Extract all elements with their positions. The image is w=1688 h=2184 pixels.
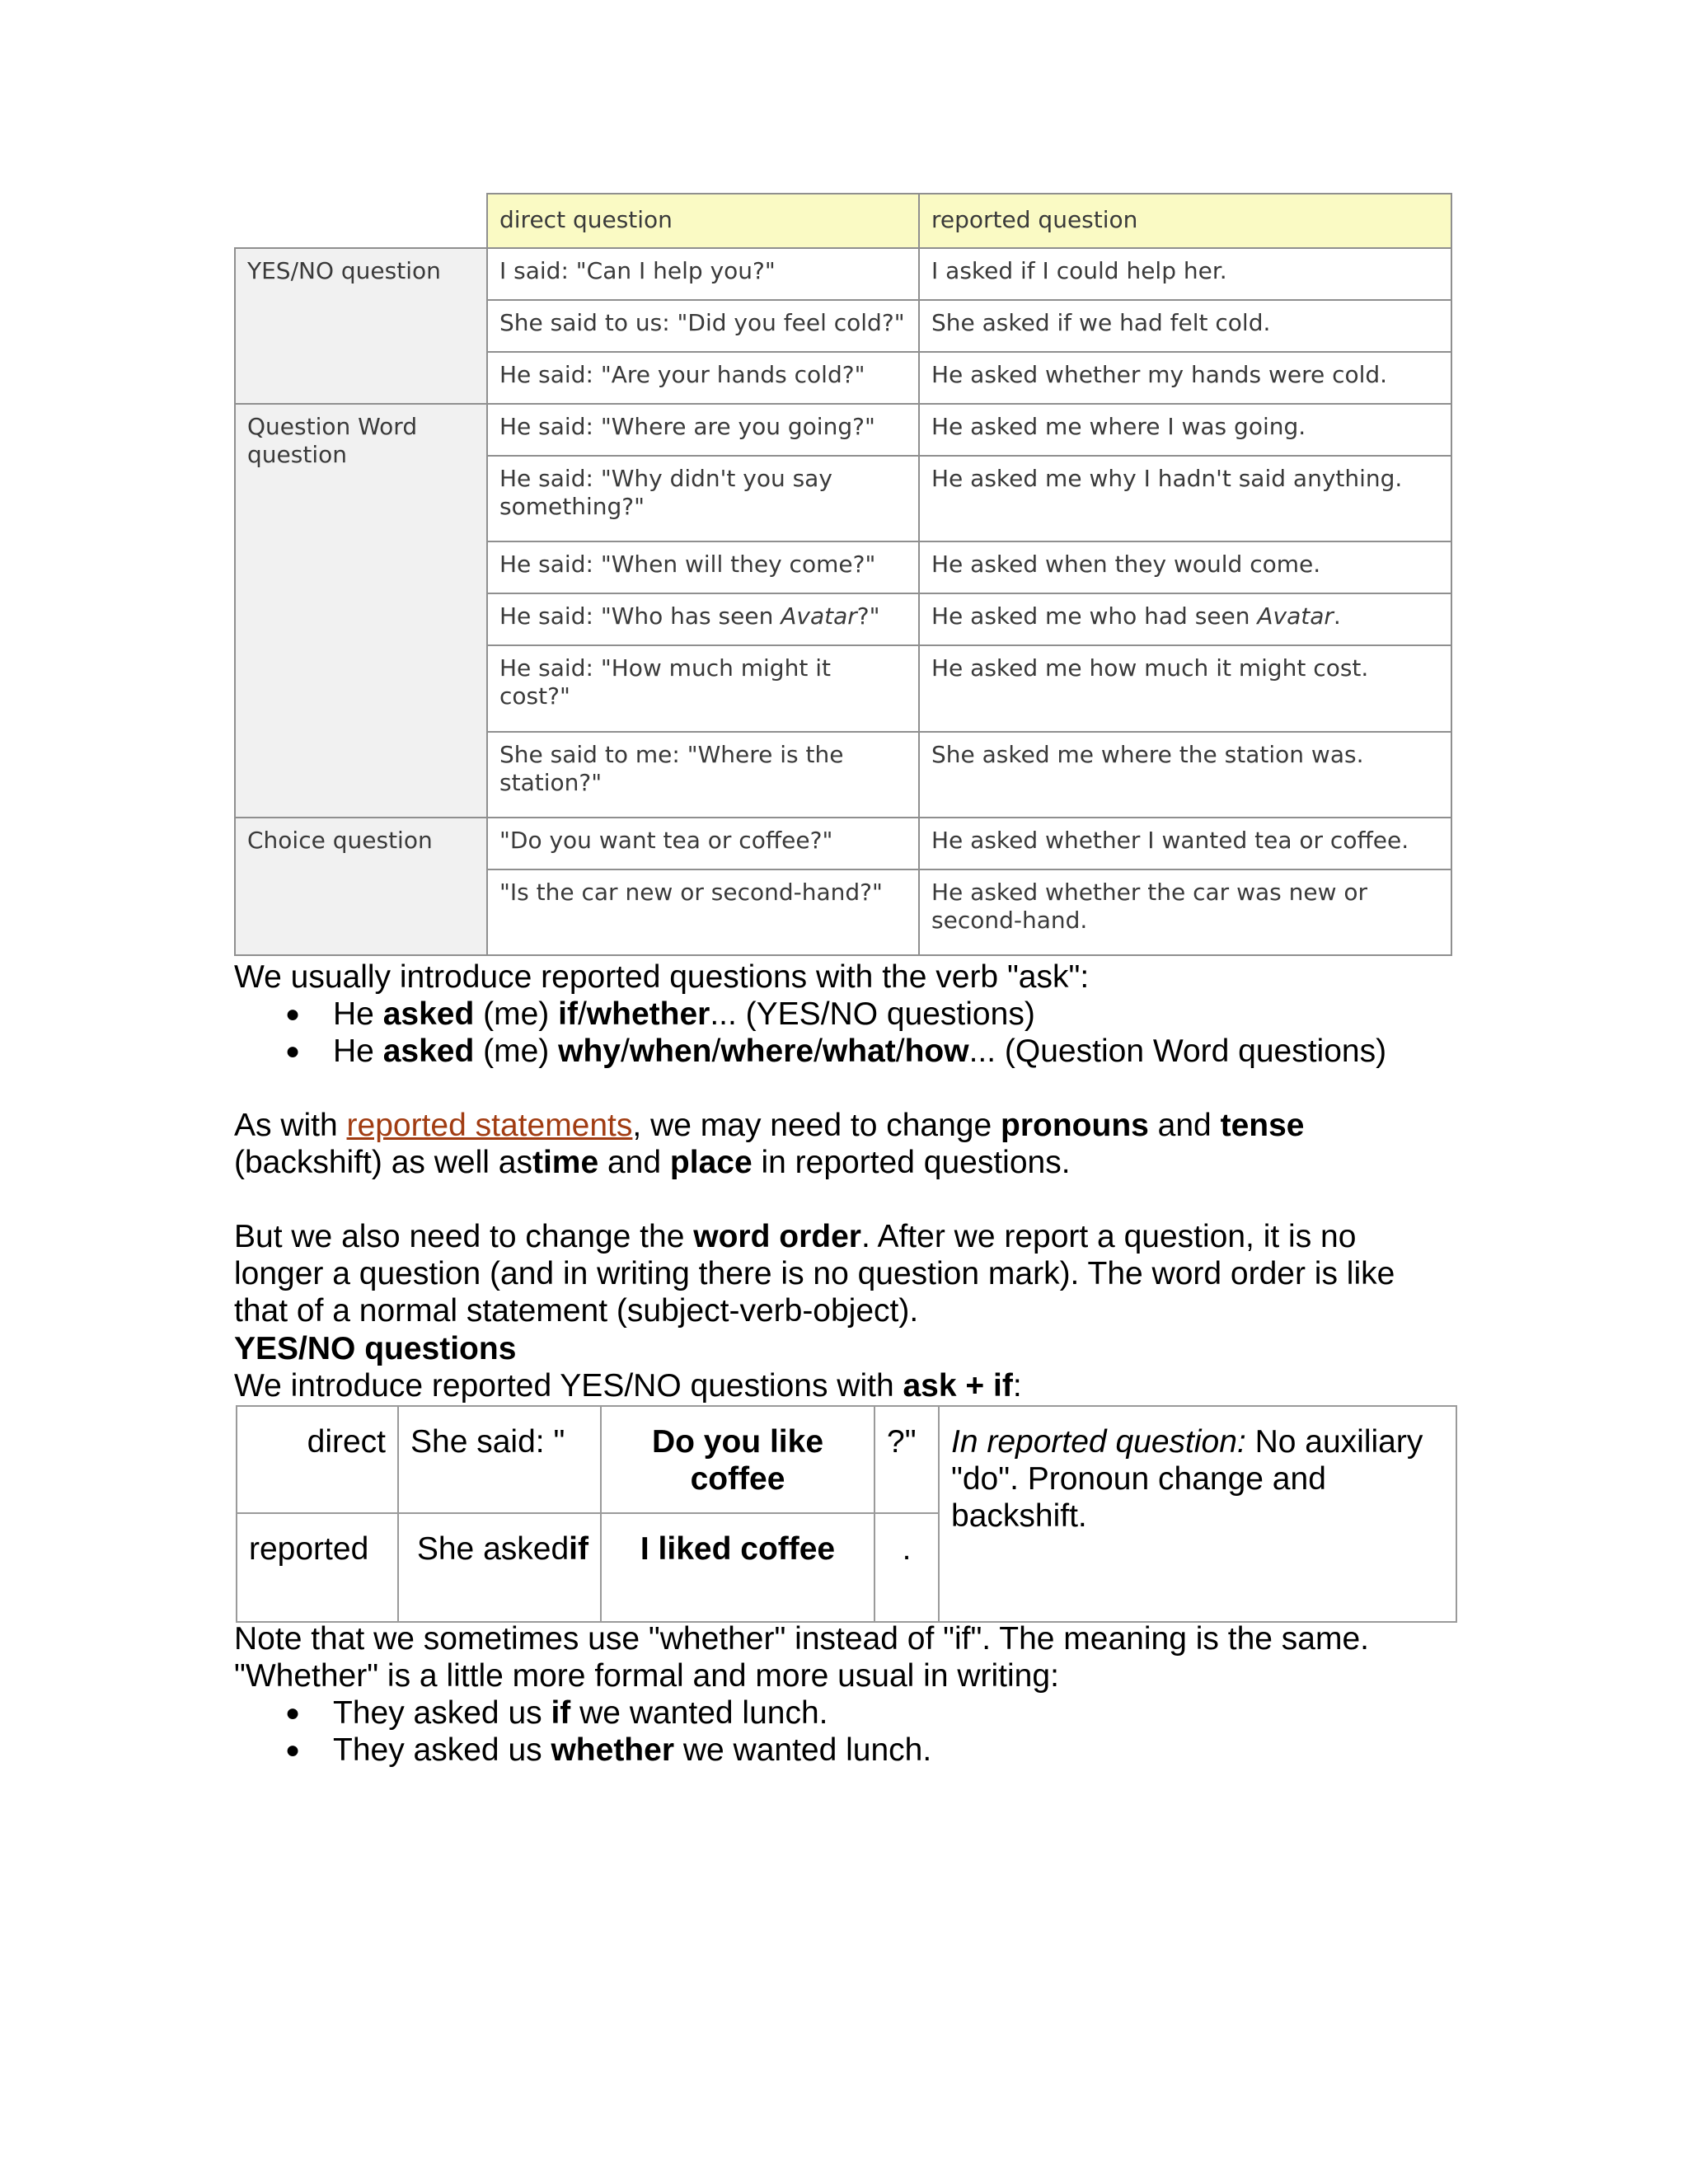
table-row (235, 248, 1451, 300)
text: As with (234, 1108, 347, 1143)
direct-cell: He said: "How much might it cost?" (487, 645, 919, 731)
direct-lead: She said: " (398, 1406, 601, 1513)
header-empty-cell (235, 194, 487, 248)
reported-cell: I asked if I could help her. (919, 248, 1451, 300)
direct-cell: He said: "Are your hands cold?" (487, 352, 919, 404)
keyword: tense (1220, 1108, 1305, 1143)
reported-cell (919, 593, 1451, 645)
keyword: place (669, 1145, 753, 1180)
direct-body: Do you like coffee (601, 1406, 874, 1513)
keyword: ask + if (903, 1368, 1013, 1404)
bullet-icon: ● (285, 1699, 301, 1727)
note-emphasis: In reported question: (951, 1424, 1246, 1460)
text: , we may need to change (632, 1108, 1001, 1143)
text: ... (Question Word questions) (968, 1033, 1387, 1069)
text: / (577, 996, 587, 1032)
text: (me) (474, 996, 559, 1032)
text: / (711, 1033, 721, 1069)
text: we wanted lunch. (570, 1695, 828, 1731)
text: (backshift) as well as (234, 1145, 532, 1180)
question-comparison-table (234, 193, 1452, 956)
bullet-item (333, 1033, 1404, 1070)
text: in reported questions. (752, 1145, 1071, 1180)
text: and (598, 1145, 670, 1180)
category-choice: Choice question (235, 818, 487, 955)
reported-cell: He asked me why I hadn't said anything. (919, 456, 1451, 541)
direct-cell: He said: "When will they come?" (487, 541, 919, 593)
reported-statements-link[interactable]: reported statements (346, 1108, 633, 1143)
reported-cell: He asked when they would come. (919, 541, 1451, 593)
keyword: how (904, 1033, 969, 1069)
reported-cell: He asked me where I was going. (919, 404, 1451, 456)
reported-label: reported (237, 1513, 398, 1622)
direct-cell (487, 593, 919, 645)
text: He (333, 1033, 383, 1069)
header-reported-question: reported question (919, 194, 1451, 248)
keyword: whether (586, 996, 710, 1032)
reported-cell: He asked me how much it might cost. (919, 645, 1451, 731)
note-cell (939, 1406, 1456, 1622)
movie-title: Avatar (1257, 602, 1334, 630)
direct-text-end: ?" (856, 602, 880, 630)
keyword: word order (693, 1219, 861, 1254)
yesno-intro-paragraph (234, 1367, 1454, 1404)
keyword: if (569, 1531, 588, 1567)
keyword: if (551, 1695, 571, 1731)
direct-cell: She said to us: "Did you feel cold?" (487, 300, 919, 352)
movie-title: Avatar (781, 602, 857, 630)
keyword: why (558, 1033, 621, 1069)
reported-cell: She asked if we had felt cold. (919, 300, 1451, 352)
bullet-icon: ● (285, 1038, 301, 1065)
text: (me) (474, 1033, 559, 1069)
keyword: pronouns (1001, 1108, 1149, 1143)
direct-cell: She said to me: "Where is the station?" (487, 732, 919, 818)
keyword: asked (382, 996, 475, 1032)
text: He (333, 996, 383, 1032)
reported-cell: She asked me where the station was. (919, 732, 1451, 818)
yes-no-example-table (236, 1405, 1457, 1623)
table-row (237, 1406, 1456, 1513)
header-direct-question: direct question (487, 194, 919, 248)
reported-cell: He asked whether the car was new or second-hand. (919, 869, 1451, 955)
direct-cell: "Is the car new or second-hand?" (487, 869, 919, 955)
text: / (620, 1033, 630, 1069)
whether-paragraph: Note that we sometimes use "whether" instead of "if". The meaning is the same. "Whether" is a little more formal and more usual in writing: (234, 1621, 1369, 1694)
text: They asked us (333, 1695, 551, 1731)
bullet-icon: ● (285, 1001, 301, 1028)
text: We introduce reported YES/NO questions with (234, 1368, 903, 1404)
text: : (1012, 1368, 1022, 1404)
reported-cell: He asked whether my hands were cold. (919, 352, 1451, 404)
reported-end: . (874, 1513, 939, 1622)
keyword: what (822, 1033, 896, 1069)
note-text: No auxiliary "do". Pronoun change and backshift. (951, 1424, 1423, 1534)
table-row (235, 818, 1451, 869)
text: They asked us (333, 1732, 551, 1768)
keyword: whether (551, 1732, 674, 1768)
keyword: where (720, 1033, 814, 1069)
keyword: when (629, 1033, 712, 1069)
direct-cell: He said: "Where are you going?" (487, 404, 919, 456)
text: we wanted lunch. (674, 1732, 932, 1768)
direct-cell: He said: "Why didn't you say something?" (487, 456, 919, 541)
keyword: if (558, 996, 578, 1032)
reported-text-end: . (1333, 602, 1341, 630)
direct-text: He said: "Who has seen (499, 602, 781, 630)
section-heading: YES/NO questions (234, 1331, 517, 1366)
direct-end: ?" (874, 1406, 939, 1513)
keyword: time (532, 1145, 599, 1180)
text: ... (YES/NO questions) (710, 996, 1035, 1032)
bullet-item (333, 996, 1404, 1033)
text: But we also need to change the (234, 1219, 694, 1254)
bullet-icon: ● (285, 1736, 301, 1764)
direct-label: direct (237, 1406, 398, 1513)
bullet-item (333, 1694, 1404, 1732)
category-yes-no: YES/NO question (235, 248, 487, 404)
text: She asked (416, 1531, 570, 1567)
category-question-word: Question Word question (235, 404, 487, 818)
reported-text: He asked me who had seen (931, 602, 1258, 630)
keyword: asked (382, 1033, 475, 1069)
direct-cell: "Do you want tea or coffee?" (487, 818, 919, 869)
table-header-row (235, 194, 1451, 248)
direct-cell: I said: "Can I help you?" (487, 248, 919, 300)
reported-cell: He asked whether I wanted tea or coffee. (919, 818, 1451, 869)
word-order-paragraph (234, 1218, 1454, 1329)
text: / (895, 1033, 905, 1069)
table-row (235, 404, 1451, 456)
reported-body: I liked coffee (601, 1513, 874, 1622)
reported-lead (398, 1513, 601, 1622)
text: / (814, 1033, 823, 1069)
as-with-paragraph (234, 1107, 1454, 1181)
text: and (1148, 1108, 1221, 1143)
bullet-item (333, 1732, 1404, 1769)
intro-paragraph: We usually introduce reported questions with the verb "ask": (234, 959, 1090, 995)
text: . After we report a question, it is no longer a question (and in writing there is no question mark). The word order is like that of a normal statement (subject-verb-object). (234, 1219, 1395, 1329)
